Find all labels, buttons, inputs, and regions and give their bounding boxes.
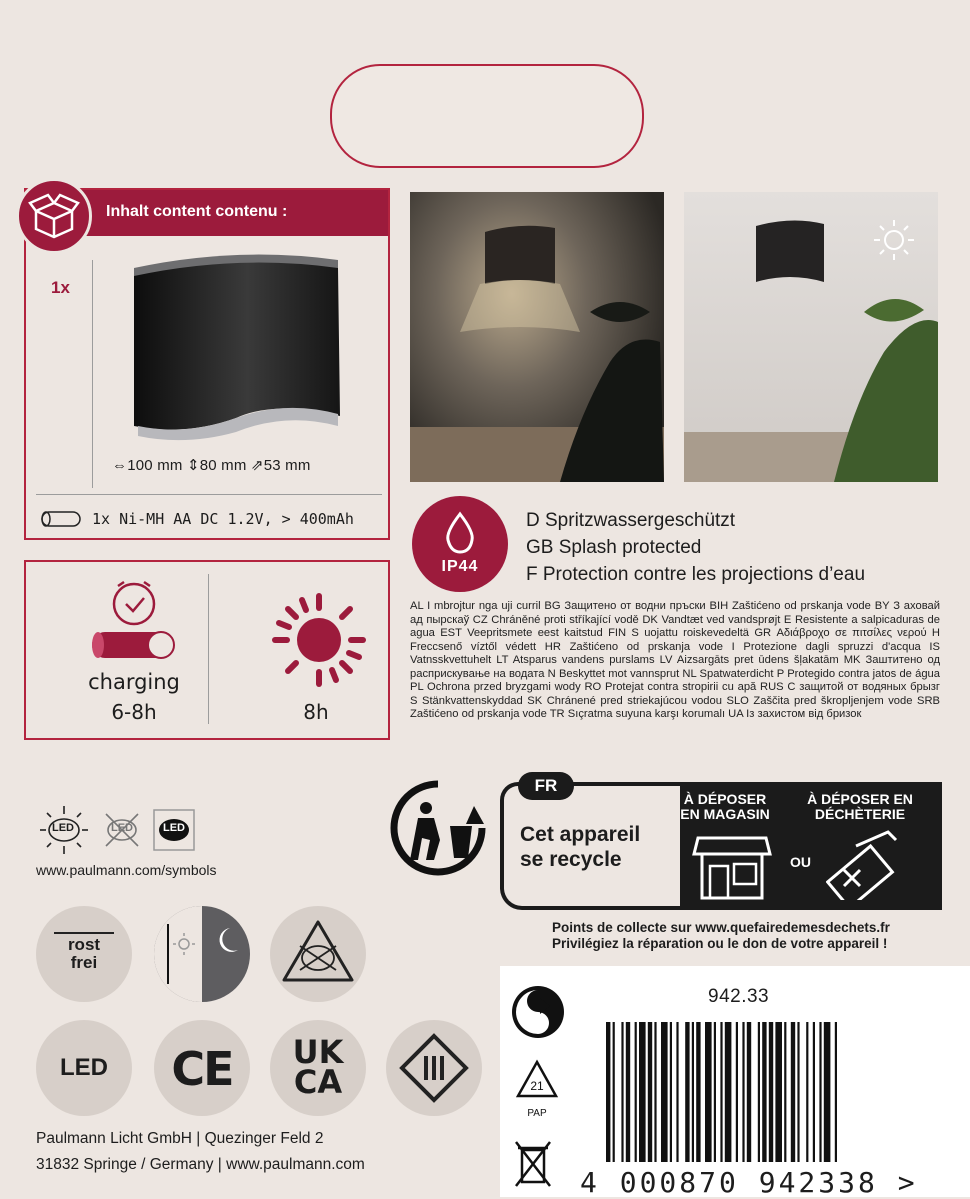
ukca-line1: UK: [292, 1033, 344, 1071]
ce-text: CE: [171, 1042, 233, 1096]
lamp-image: [126, 250, 346, 446]
barcode-panel: [500, 966, 970, 1197]
barcode-bar: [685, 1022, 689, 1162]
barcode-bar: [635, 1022, 637, 1162]
barcode-bar: [654, 1022, 656, 1162]
barcode-digits: 4 000870 942338 >: [580, 1166, 918, 1199]
ip44-label: IP44: [441, 558, 479, 575]
fr-tag: FR: [518, 772, 574, 800]
barcode-bar: [720, 1022, 722, 1162]
barcode-bar: [758, 1022, 760, 1162]
barcode-bar: [661, 1022, 668, 1162]
symbols-url: www.paulmann.com/symbols: [36, 862, 217, 878]
collection-info: Points de collecte sur www.quefairedemesdechets.fr: [552, 920, 890, 935]
barcode-bar: [626, 1022, 630, 1162]
hanger-hole: [330, 64, 644, 168]
ukca-mark-icon: [270, 1020, 366, 1116]
rost-line1: rost: [67, 935, 101, 954]
barcode: [606, 1022, 946, 1170]
recycle-text-line2: se recycle: [520, 848, 622, 871]
or-label: OU: [790, 854, 811, 870]
barcode-bar: [648, 1022, 652, 1162]
battery-spec: 1x Ni-MH AA DC 1.2V, > 400mAh: [92, 510, 354, 528]
charging-time: 6-8h: [111, 700, 157, 724]
barcode-bar: [670, 1022, 672, 1162]
no-cover-warning-icon: [270, 906, 366, 1002]
barcode-bar: [696, 1022, 700, 1162]
ip-text-de: D Spritzwassergeschützt: [526, 510, 736, 531]
barcode-bar: [714, 1022, 716, 1162]
dump-icon: [826, 826, 902, 900]
contents-box: [24, 188, 390, 540]
barcode-bar: [613, 1022, 615, 1162]
barcode-bar: [676, 1022, 678, 1162]
led-text: LED: [60, 1054, 108, 1081]
depot-dump-label: À DÉPOSER EN DÉCHÈTERIE: [807, 791, 913, 822]
barcode-bar: [824, 1022, 831, 1162]
pap-number: 21: [530, 1079, 544, 1093]
triman-icon: [388, 778, 488, 878]
divider: [208, 574, 209, 724]
contents-title: Inhalt content contenu :: [106, 203, 288, 220]
barcode-bar: [736, 1022, 738, 1162]
barcode-bar: [725, 1022, 732, 1162]
rust-free-icon: [36, 906, 132, 1002]
day-night-sensor-icon: [154, 906, 250, 1002]
barcode-bar: [705, 1022, 712, 1162]
divider: [36, 494, 382, 495]
led-symbols: [36, 802, 206, 858]
led-label: LED: [52, 822, 74, 834]
pap-label: PAP: [527, 1108, 547, 1119]
sun-icon: [271, 592, 367, 688]
day-photo: [684, 192, 938, 482]
depot-store-label: À DÉPOSER EN MAGASIN: [680, 791, 770, 822]
waste-bin-icon: [514, 1136, 552, 1192]
green-dot-icon: [510, 984, 566, 1040]
store-icon: [692, 830, 772, 902]
ip-text-fr: F Protection contre les projections d’eau: [526, 564, 866, 585]
box-icon: [16, 178, 92, 254]
water-drop-icon: [442, 510, 478, 554]
night-photo: [410, 192, 664, 482]
barcode-bar: [606, 1022, 610, 1162]
charging-label: charging: [88, 670, 180, 694]
barcode-bar: [813, 1022, 815, 1162]
battery-icon: [38, 510, 84, 528]
led-label: LED: [111, 822, 133, 834]
led-icon: [36, 1020, 132, 1116]
barcode-bar: [692, 1022, 694, 1162]
sun-time: 8h: [303, 700, 329, 724]
barcode-bar: [769, 1022, 773, 1162]
quantity-label: 1x: [51, 278, 70, 297]
barcode-bar: [806, 1022, 808, 1162]
barcode-bar: [797, 1022, 799, 1162]
protection-class-3-icon: [386, 1020, 482, 1116]
barcode-bar: [639, 1022, 646, 1162]
barcode-bar: [835, 1022, 837, 1162]
battery-charging-icon: [88, 628, 184, 662]
barcode-bar: [621, 1022, 623, 1162]
repair-info: Privilégiez la réparation ou le don de votre appareil !: [552, 936, 888, 951]
ip-text-gb: GB Splash protected: [526, 537, 702, 558]
article-number: 942.33: [708, 986, 770, 1007]
dimensions: ⇔100 mm ⇕80 mm ⇗53 mm: [112, 457, 311, 474]
barcode-bar: [784, 1022, 786, 1162]
led-label: LED: [163, 822, 185, 834]
company-address-2: 31832 Springe / Germany | www.paulmann.com: [36, 1156, 365, 1173]
recycle-text: [520, 822, 640, 872]
barcode-bar: [762, 1022, 766, 1162]
barcode-bar: [747, 1022, 751, 1162]
divider: [92, 260, 93, 488]
barcode-bar: [791, 1022, 795, 1162]
ip-languages: AL I mbrojtur nga uji curril BG Защитено от водни пръски BIH Zaštićeno od prskanja vode BY З аховай ад пырскаў CZ Chráněné proti stříkající vodě DK Vandtæt ved vandsprøjt E Resistente a salpicaduras de agua EST Veepritsmete eest kaitstud FIN S uojattu roiskevedeltä GR Αδιάβροχο σε πιτσίλες νερού H Freccsenő víztől védett HR Zaštićeno od prskanja vode I Protezione dagli spruzzi d'acqua IS Vatnsskvettuhelt LT Atsparus vandens purslams LV Aizsargāts pret ūdens šļakatām MK Заштитено од расприскување на водата N Beskyttet mot vannsprut NL Spatwaterdicht P Protegido contra jatos de água PL Ochrona przed bryzgami wody RO Protejat contra stropirii cu apă RUS С защитой от водяных брызг S Stänkvattenskyddad SK Chránené pred striekajúcou vodou SLO Zaščita pred škropljenjem vode SRB Zaštićeno od prskanja vode TR Sıçratma suyuna karşı korumalı UA Із захистом від бризок: [410, 600, 940, 720]
pap-recycling-icon: [514, 1058, 560, 1120]
company-address: Paulmann Licht GmbH | Quezinger Feld 2: [36, 1130, 324, 1147]
barcode-bar: [775, 1022, 782, 1162]
rost-line2: frei: [70, 953, 98, 972]
ip44-badge: [412, 496, 508, 592]
ukca-line2: CA: [293, 1063, 343, 1101]
charging-box: [24, 560, 390, 740]
recycle-text-line1: Cet appareil: [520, 823, 641, 846]
barcode-bar: [819, 1022, 821, 1162]
barcode-bar: [742, 1022, 744, 1162]
rost-underline: [54, 932, 114, 936]
ce-mark-icon: [154, 1020, 250, 1116]
clock-icon: [106, 574, 162, 630]
